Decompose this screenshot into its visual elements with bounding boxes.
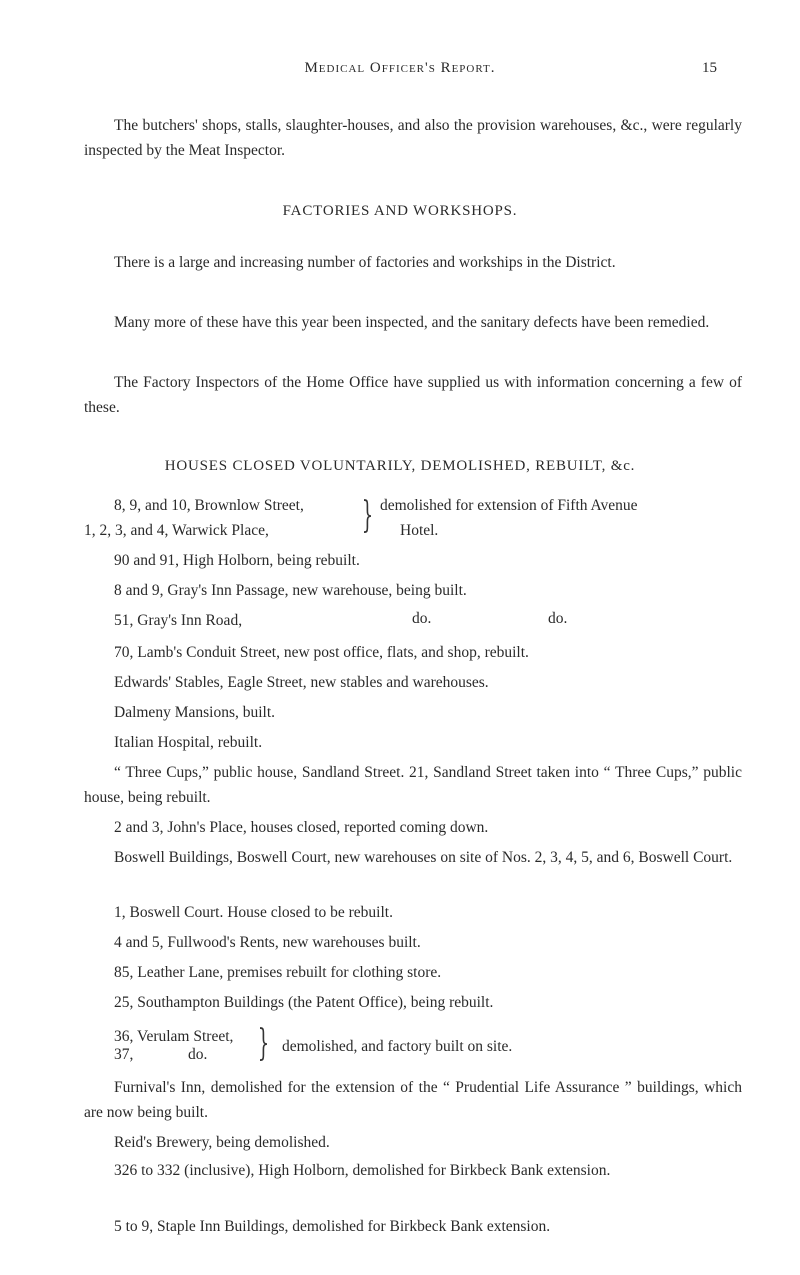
list-item-fullwoods-rents: 4 and 5, Fullwood's Rents, new warehouses built. — [114, 934, 421, 951]
list-item-grays-inn-passage: 8 and 9, Gray's Inn Passage, new warehouse, being built. — [114, 582, 467, 599]
list-item-leather-lane: 85, Leather Lane, premises rebuilt for clothing store. — [114, 964, 442, 981]
johns-place-line: 2 and 3, John's Place, houses closed, reported coming down. — [114, 819, 489, 836]
verulam-note: demolished, and factory built on site. — [282, 1038, 513, 1055]
verulam-ditto: do. — [188, 1046, 208, 1063]
factories-paragraph-1: There is a large and increasing number of factories and workships in the District. — [114, 254, 616, 271]
furnivals-inn-paragraph: Furnival's Inn, demolished for the extension of the “ Prudential Life Assurance ” buildings, which are now being built. — [84, 1079, 742, 1121]
list-item-grays-inn-road: 51, Gray's Inn Road, — [114, 612, 243, 629]
three-cups-paragraph: “ Three Cups,” public house, Sandland Street. 21, Sandland Street taken into “ Three Cups,” public house, being rebuilt. — [84, 764, 742, 806]
intro-paragraph: The butchers' shops, stalls, slaughter-houses, and also the provision warehouses, &c., were regularly inspected by the Meat Inspector. — [84, 117, 742, 159]
brownlow-street-line: 8, 9, and 10, Brownlow Street, — [114, 497, 304, 514]
fifth-avenue-note: demolished for extension of Fifth Avenue — [380, 497, 638, 514]
high-holborn-paragraph: 326 to 332 (inclusive), High Holborn, demolished for Birkbeck Bank extension. — [114, 1162, 611, 1179]
brace-2: } — [257, 1023, 270, 1064]
list-item-lambs-conduit: 70, Lamb's Conduit Street, new post office, flats, and shop, rebuilt. — [114, 644, 529, 661]
staple-inn-line: 5 to 9, Staple Inn Buildings, demolished for Birkbeck Bank extension. — [114, 1218, 551, 1235]
brace-1: } — [361, 495, 374, 536]
list-item-high-holborn: 90 and 91, High Holborn, being rebuilt. — [114, 552, 360, 569]
list-item-southampton-buildings: 25, Southampton Buildings (the Patent Office), being rebuilt. — [114, 994, 494, 1011]
hotel-note: Hotel. — [400, 522, 439, 539]
verulam-37-line: 37, — [114, 1046, 134, 1063]
page-number: 15 — [702, 60, 717, 76]
ditto-1: do. — [412, 610, 432, 627]
reids-brewery-line: Reid's Brewery, being demolished. — [114, 1134, 330, 1151]
ditto-2: do. — [548, 610, 568, 627]
warwick-place-line: 1, 2, 3, and 4, Warwick Place, — [84, 522, 269, 539]
list-item-dalmeny-mansions: Dalmeny Mansions, built. — [114, 704, 276, 721]
verulam-street-line: 36, Verulam Street, — [114, 1028, 234, 1045]
boswell-buildings-paragraph: Boswell Buildings, Boswell Court, new warehouses on site of Nos. 2, 3, 4, 5, and 6, Boswell Court. — [114, 849, 733, 866]
page-header-title: Medical Officer's Report. — [304, 60, 496, 76]
list-item-boswell-court: 1, Boswell Court. House closed to be rebuilt. — [114, 904, 393, 921]
factories-heading: FACTORIES AND WORKSHOPS. — [282, 203, 518, 219]
houses-heading: HOUSES CLOSED VOLUNTARILY, DEMOLISHED, REBUILT, &c. — [164, 458, 636, 474]
list-item-edwards-stables: Edwards' Stables, Eagle Street, new stables and warehouses. — [114, 674, 489, 691]
list-item-italian-hospital: Italian Hospital, rebuilt. — [114, 734, 263, 751]
factories-paragraph-3: The Factory Inspectors of the Home Office have supplied us with information concerning a few of these. — [84, 374, 742, 416]
factories-paragraph-2: Many more of these have this year been inspected, and the sanitary defects have been remedied. — [114, 314, 710, 331]
